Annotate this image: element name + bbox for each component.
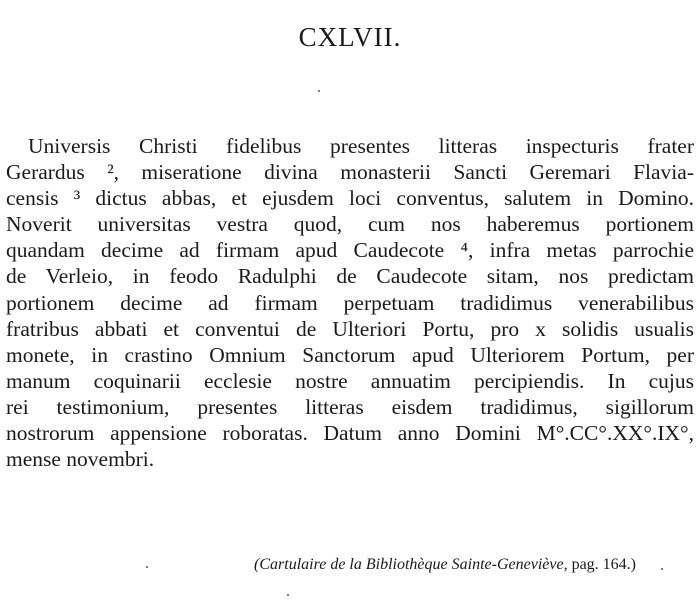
text-line: portionem decime ad firmam perpetuam tradidimus venerabilibus (6, 290, 694, 315)
print-speck (661, 568, 663, 570)
text-line: nostrorum appensione roboratas. Datum anno Domini M°.CC°.XX°.IX°, (6, 421, 694, 446)
print-speck (287, 594, 289, 596)
text-line: censis ³ dictus abbas, et ejusdem loci conventus, salutem in Domino. (6, 186, 694, 211)
charter-text (6, 133, 694, 472)
print-speck (146, 566, 148, 568)
text-line: manum coquinarii ecclesie nostre annuatim percipiendis. In cujus (6, 368, 694, 393)
text-line: monete, in crastino Omnium Sanctorum apud Ulteriorem Portum, per (6, 342, 694, 367)
source-citation (254, 556, 636, 574)
text-line: de Verleio, in feodo Radulphi de Caudecote sitam, nos predictam (6, 264, 694, 289)
text-line: rei testimonium, presentes litteras eisdem tradidimus, sigillorum (6, 394, 694, 419)
text-line: quandam decime ad firmam apud Caudecote ⁴, infra metas parrochie (6, 238, 694, 263)
citation-title: Cartulaire de la Bibliothèque Sainte-Geneviève, (259, 556, 568, 573)
text-line: fratribus abbati et conventui de Ulteriori Portu, pro x solidis usualis (6, 316, 694, 341)
text-line: mense novembri. (6, 447, 155, 472)
charter-number-heading: CXLVII. (298, 22, 402, 52)
text-line: Noverit universitas vestra quod, cum nos haberemus portionem (6, 212, 694, 237)
text-line: Gerardus ², miseratione divina monasterii Sancti Geremari Flavia- (6, 160, 694, 185)
citation-page: pag. 164.) (567, 556, 636, 573)
print-speck (318, 90, 320, 92)
text-line: Universis Christi fidelibus presentes litteras inspecturis frater (28, 134, 694, 158)
citation-open-paren: ( (254, 556, 260, 573)
